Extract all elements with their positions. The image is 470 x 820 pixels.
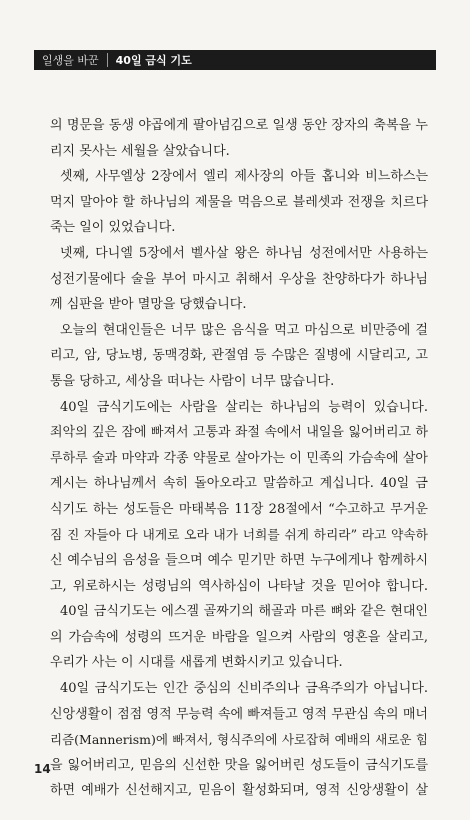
text-line: 께 심판을 받아 멸망을 당했습니다. bbox=[50, 297, 247, 313]
text-line: 리고, 암, 당뇨병, 동맥경화, 관절염 등 수많은 질병에 시달리고, 고 bbox=[50, 348, 428, 364]
text-line: 먹지 말아야 할 하나님의 제물을 먹음으로 블레셋과 전쟁을 치르다 bbox=[50, 194, 428, 210]
text-line: 의 명문을 동생 야곱에게 팔아넘김으로 일생 동안 장자의 축복을 누 bbox=[50, 118, 428, 133]
text-line: 신앙생활이 점점 영적 무능력 속에 빠져들고 영적 무관심 속의 매너 bbox=[50, 706, 428, 722]
text-line: 통을 당하고, 세상을 떠나는 사람이 너무 많습니다. bbox=[50, 373, 335, 389]
text-line: 리지 못사는 세월을 살았습니다. bbox=[50, 143, 230, 159]
text-line: 짐 진 자들아 다 내게로 오라 내가 너희를 쉬게 하리라” 라고 약속하 bbox=[50, 527, 428, 543]
book-title: 일생을 바꾼 bbox=[42, 54, 99, 67]
header-divider bbox=[107, 53, 108, 67]
text-line: 죽는 일이 있었습니다. bbox=[50, 220, 176, 236]
text-line: 계시는 하나님께서 속히 돌아오라고 말씀하고 계십니다. 40일 금 bbox=[50, 476, 428, 492]
running-header bbox=[34, 50, 436, 70]
text-line: 40일 금식기도는 에스겔 골짜기의 해골과 마른 뼈와 같은 현대인 bbox=[60, 604, 428, 620]
text-line: 을 잃어버리고, 믿음의 신선한 맛을 잃어버린 성도들이 금식기도를 bbox=[50, 757, 428, 773]
text-line: 성전기물에다 술을 부어 마시고 취해서 우상을 찬양하다가 하나님 bbox=[50, 271, 428, 287]
text-line: 루하루 술과 마약과 각종 약물로 살아가는 이 민족의 가슴속에 살아 bbox=[50, 450, 428, 466]
text-line: 40일 금식기도에는 사람을 살리는 하나님의 능력이 있습니다. bbox=[60, 399, 428, 415]
text-line: 넷째, 다니엘 5장에서 벨사살 왕은 하나님 성전에서만 사용하는 bbox=[60, 245, 428, 261]
text-line: 고, 위로하시는 성령님의 역사하심이 나타날 것을 믿어야 합니다. bbox=[50, 578, 428, 594]
text-line: 셋째, 사무엘상 2장에서 엘리 제사장의 아들 홉니와 비느하스는 bbox=[60, 169, 428, 185]
text-line: 우리가 사는 이 시대를 새롭게 변화시키고 있습니다. bbox=[50, 655, 343, 671]
text-line: 의 가슴속에 성령의 뜨거운 바람을 일으켜 사람의 영혼을 살리고, bbox=[50, 629, 428, 645]
text-line: 오늘의 현대인들은 너무 많은 음식을 먹고 마심으로 비만증에 걸 bbox=[60, 322, 428, 338]
text-line: 40일 금식기도는 인간 중심의 신비주의나 금욕주의가 아닙니다. bbox=[60, 681, 428, 697]
text-line: 죄악의 깊은 잠에 빠져서 고통과 좌절 속에서 내일을 잃어버리고 하 bbox=[50, 425, 428, 441]
text-line: 하면 예배가 신선해지고, 믿음이 활성화되며, 영적 신앙생활이 살 bbox=[50, 783, 428, 799]
text-line: 리즘(Mannerism)에 빠져서, 형식주의에 사로잡혀 예배의 새로운 힘 bbox=[50, 732, 428, 748]
body-text bbox=[50, 113, 428, 804]
chapter-title: 40일 금식 기도 bbox=[115, 54, 192, 67]
page-number: 14 bbox=[34, 762, 51, 776]
text-line: 식기도 하는 성도들은 마태복음 11장 28절에서 “수고하고 무거운 bbox=[50, 501, 428, 517]
text-line: 신 예수님의 음성을 들으며 예수 믿기만 하면 누구에게나 함께하시 bbox=[50, 553, 428, 569]
